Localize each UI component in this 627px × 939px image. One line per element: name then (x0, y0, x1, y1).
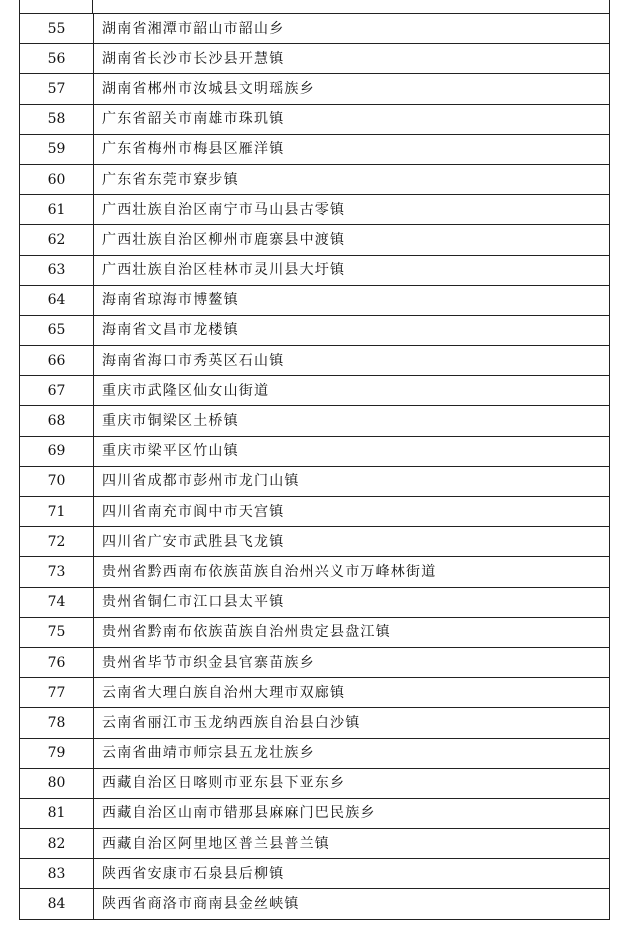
row-number: 64 (20, 285, 94, 315)
row-number: 72 (20, 527, 94, 557)
table-row (20, 406, 610, 436)
table-row (20, 376, 610, 406)
table-row (20, 315, 610, 345)
town-list-body (20, 14, 610, 920)
town-name: 广西壮族自治区柳州市鹿寨县中渡镇 (94, 225, 610, 255)
row-number: 79 (20, 738, 94, 768)
table-row (20, 346, 610, 376)
table-row (20, 647, 610, 677)
row-number: 57 (20, 74, 94, 104)
table-top-border-stub (609, 0, 610, 14)
row-number: 65 (20, 315, 94, 345)
table-row (20, 587, 610, 617)
table-row (20, 829, 610, 859)
town-name: 西藏自治区山南市错那县麻麻门巴民族乡 (94, 798, 610, 828)
row-number: 59 (20, 134, 94, 164)
row-number: 60 (20, 164, 94, 194)
town-name: 陕西省商洛市商南县金丝峡镇 (94, 889, 610, 919)
row-number: 62 (20, 225, 94, 255)
table-row (20, 738, 610, 768)
table-row (20, 678, 610, 708)
row-number: 68 (20, 406, 94, 436)
town-name: 广西壮族自治区南宁市马山县古零镇 (94, 195, 610, 225)
town-name: 重庆市武隆区仙女山街道 (94, 376, 610, 406)
town-name: 贵州省黔西南布依族苗族自治州兴义市万峰林街道 (94, 557, 610, 587)
table-row (20, 74, 610, 104)
town-name: 海南省文昌市龙楼镇 (94, 315, 610, 345)
row-number: 75 (20, 617, 94, 647)
table-row (20, 557, 610, 587)
table-row (20, 104, 610, 134)
town-name: 西藏自治区阿里地区普兰县普兰镇 (94, 829, 610, 859)
table-row (20, 617, 610, 647)
town-name: 云南省大理白族自治州大理市双廊镇 (94, 678, 610, 708)
row-number: 63 (20, 255, 94, 285)
table-row (20, 859, 610, 889)
table-top-border-stub (92, 0, 93, 14)
row-number: 61 (20, 195, 94, 225)
row-number: 78 (20, 708, 94, 738)
table-row (20, 497, 610, 527)
row-number: 69 (20, 436, 94, 466)
town-name: 湖南省湘潭市韶山市韶山乡 (94, 14, 610, 44)
table-row (20, 527, 610, 557)
table-row (20, 164, 610, 194)
table-row (20, 195, 610, 225)
row-number: 66 (20, 346, 94, 376)
row-number: 55 (20, 14, 94, 44)
town-name: 广东省韶关市南雄市珠玑镇 (94, 104, 610, 134)
row-number: 77 (20, 678, 94, 708)
town-name: 陕西省安康市石泉县后柳镇 (94, 859, 610, 889)
row-number: 56 (20, 44, 94, 74)
town-name: 西藏自治区日喀则市亚东县下亚东乡 (94, 768, 610, 798)
table-row (20, 768, 610, 798)
town-name: 四川省南充市阆中市天宫镇 (94, 497, 610, 527)
town-name: 云南省曲靖市师宗县五龙壮族乡 (94, 738, 610, 768)
town-name: 广西壮族自治区桂林市灵川县大圩镇 (94, 255, 610, 285)
row-number: 74 (20, 587, 94, 617)
row-number: 83 (20, 859, 94, 889)
table-row (20, 225, 610, 255)
table-row (20, 889, 610, 919)
town-name: 湖南省郴州市汝城县文明瑶族乡 (94, 74, 610, 104)
town-name: 湖南省长沙市长沙县开慧镇 (94, 44, 610, 74)
row-number: 70 (20, 466, 94, 496)
town-name: 贵州省铜仁市江口县太平镇 (94, 587, 610, 617)
row-number: 81 (20, 798, 94, 828)
town-name: 四川省成都市彭州市龙门山镇 (94, 466, 610, 496)
town-name: 贵州省毕节市织金县官寨苗族乡 (94, 647, 610, 677)
town-list-table (19, 13, 610, 920)
table-row (20, 14, 610, 44)
row-number: 82 (20, 829, 94, 859)
table-row (20, 255, 610, 285)
table-row (20, 44, 610, 74)
town-name: 广东省梅州市梅县区雁洋镇 (94, 134, 610, 164)
table-row (20, 708, 610, 738)
row-number: 71 (20, 497, 94, 527)
row-number: 84 (20, 889, 94, 919)
town-name: 海南省琼海市博鳌镇 (94, 285, 610, 315)
table-row (20, 466, 610, 496)
town-name: 四川省广安市武胜县飞龙镇 (94, 527, 610, 557)
row-number: 67 (20, 376, 94, 406)
table-row (20, 134, 610, 164)
town-name: 重庆市铜梁区土桥镇 (94, 406, 610, 436)
table-row (20, 285, 610, 315)
row-number: 80 (20, 768, 94, 798)
town-name: 海南省海口市秀英区石山镇 (94, 346, 610, 376)
table-row (20, 798, 610, 828)
town-name: 广东省东莞市寮步镇 (94, 164, 610, 194)
row-number: 76 (20, 647, 94, 677)
row-number: 58 (20, 104, 94, 134)
town-name: 贵州省黔南布依族苗族自治州贵定县盘江镇 (94, 617, 610, 647)
town-name: 云南省丽江市玉龙纳西族自治县白沙镇 (94, 708, 610, 738)
row-number: 73 (20, 557, 94, 587)
table-row (20, 436, 610, 466)
table-top-border-stub (19, 0, 20, 14)
town-name: 重庆市梁平区竹山镇 (94, 436, 610, 466)
